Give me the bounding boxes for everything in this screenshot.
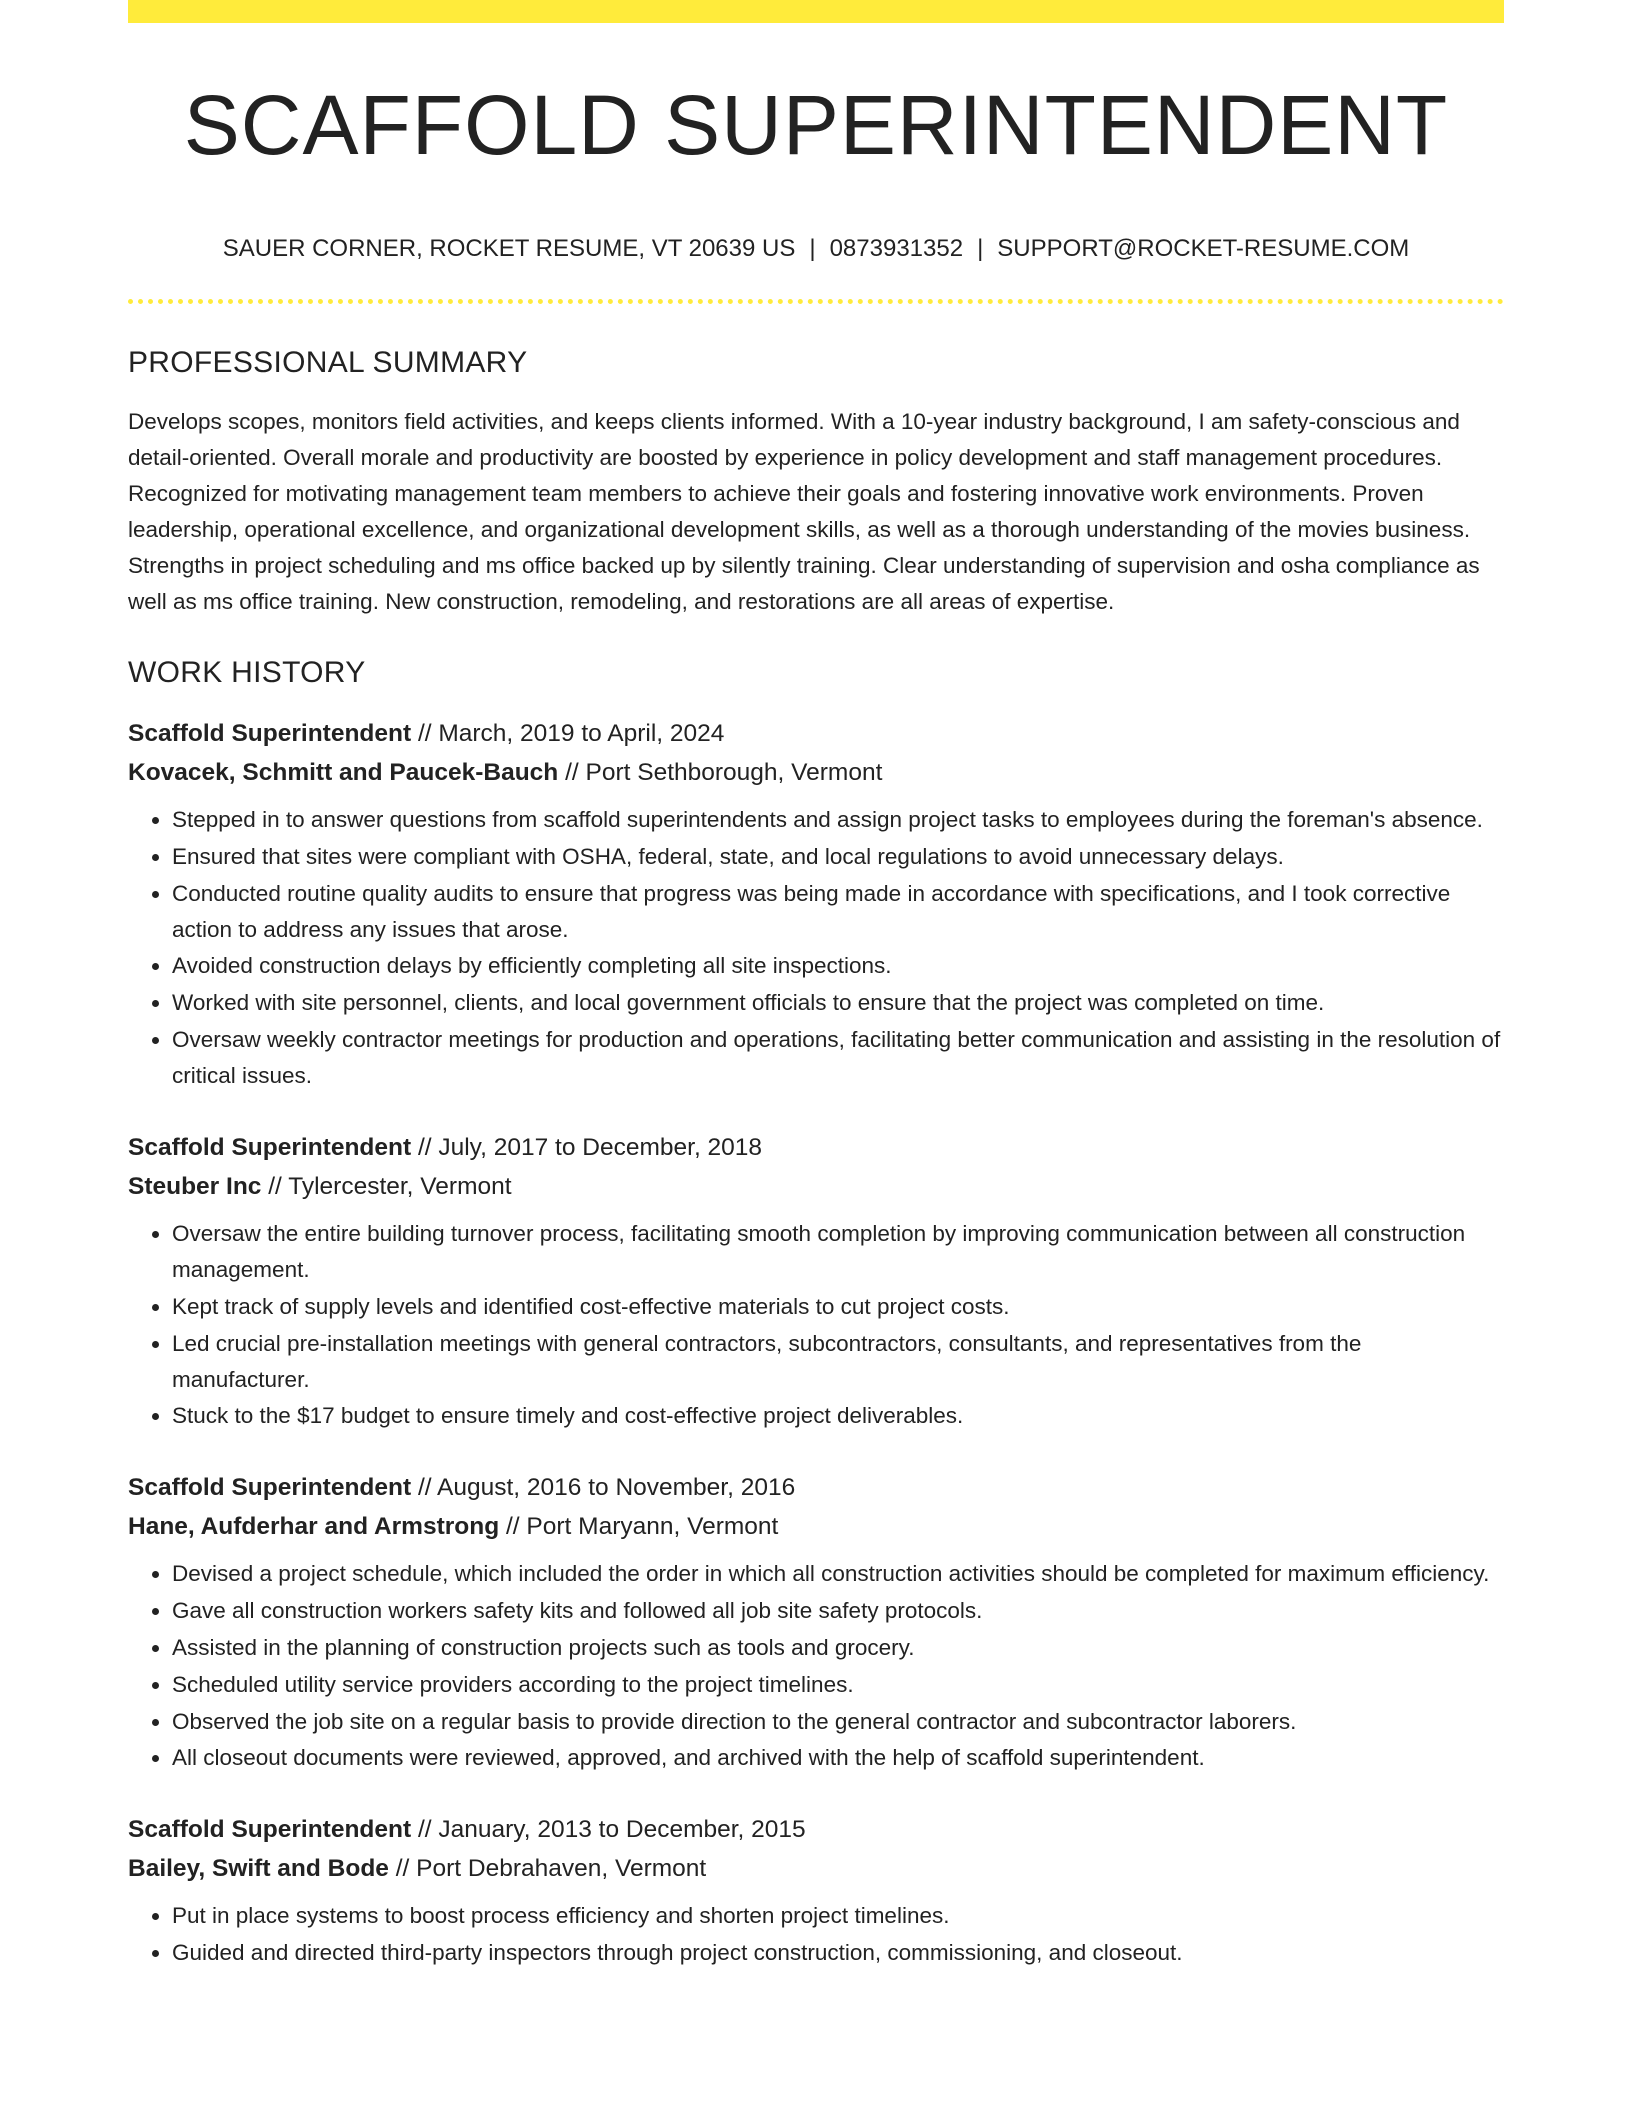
contact-address: SAUER CORNER, ROCKET RESUME, VT 20639 US [222,235,796,262]
job-bullet: • Guided and directed third-party inspectors through project construction, commissioning, and closeout. [172,1935,1504,1971]
job-company-line [128,753,1504,792]
job-location: // Port Maryann, Vermont [499,1513,779,1541]
job-bullet: • Put in place systems to boost process efficiency and shorten project timelines. [172,1898,1504,1934]
job-bullet: • Devised a project schedule, which included the order in which all construction activities should be completed for maximum efficiency. [172,1556,1504,1592]
job-entry [128,1810,1504,1971]
job-entry [128,1128,1504,1434]
resume-page [128,0,1504,2005]
job-bullet: • Conducted routine quality audits to ensure that progress was being made in accordance with specifications, and I took corrective action to address any issues that arose. [172,876,1504,948]
dotted-divider [128,299,1504,304]
job-company: Bailey, Swift and Bode [128,1855,389,1883]
job-title-line [128,714,1504,753]
job-dates: // January, 2013 to December, 2015 [411,1816,806,1844]
job-bullet: • All closeout documents were reviewed, approved, and archived with the help of scaffold superintendent. [172,1740,1504,1776]
job-bullet: • Observed the job site on a regular basis to provide direction to the general contractor and subcontractor laborers. [172,1704,1504,1740]
job-company: Steuber Inc [128,1172,262,1200]
job-bullet: • Assisted in the planning of construction projects such as tools and grocery. [172,1630,1504,1666]
job-bullets [128,1556,1504,1776]
job-role: Scaffold Superintendent [128,720,412,747]
contact-separator: | [809,235,816,262]
job-bullets [128,802,1504,1094]
job-bullets [128,1898,1504,1971]
job-company-line [128,1849,1504,1888]
job-bullet: • Worked with site personnel, clients, and local government officials to ensure that the project was completed on time. [172,985,1504,1021]
job-company: Hane, Aufderhar and Armstrong [128,1513,500,1541]
contact-separator: | [977,235,984,262]
job-bullet: • Gave all construction workers safety kits and followed all job site safety protocols. [172,1593,1504,1629]
job-dates: // March, 2019 to April, 2024 [411,720,725,747]
job-company-line [128,1167,1504,1206]
job-bullet: • Avoided construction delays by efficiently completing all site inspections. [172,948,1504,984]
contact-line [128,237,1504,261]
job-company-line [128,1507,1504,1546]
job-title-line [128,1128,1504,1167]
job-bullet: • Ensured that sites were compliant with OSHA, federal, state, and local regulations to avoid unnecessary delays. [172,839,1504,875]
summary-heading: PROFESSIONAL SUMMARY [128,346,528,379]
job-company: Kovacek, Schmitt and Paucek-Bauch [128,759,559,786]
job-bullet: • Stuck to the $17 budget to ensure timely and cost-effective project deliverables. [172,1398,1504,1434]
job-bullet: • Scheduled utility service providers according to the project timelines. [172,1667,1504,1703]
contact-phone: 0873931352 [829,235,964,262]
job-bullet: • Kept track of supply levels and identified cost-effective materials to cut project costs. [172,1289,1504,1325]
job-bullet: • Led crucial pre-installation meetings with general contractors, subcontractors, consultants, and representatives from the manufacturer. [172,1326,1504,1398]
work-history-list [128,714,1504,1971]
summary-text: Develops scopes, monitors field activities, and keeps clients informed. With a 10-year industry background, I am safety-conscious and detail-oriented. Overall morale and productivity are boosted by experience in policy development and staff management procedures. Recognized for motivating management team members to achieve their goals and fostering innovative work environments. Proven leadership, operational excellence, and organizational development skills, as well as a thorough understanding of the movies business. Strengths in project scheduling and ms office backed up by silently training. Clear understanding of supervision and osha compliance as well as ms office training. New construction, remodeling, and restorations are all areas of expertise. [128,409,1480,614]
job-role: Scaffold Superintendent [128,1816,412,1844]
job-title-line [128,1810,1504,1849]
job-role: Scaffold Superintendent [128,1133,412,1161]
job-location: // Tylercester, Vermont [261,1172,512,1200]
job-bullet: • Oversaw the entire building turnover process, facilitating smooth completion by improving communication between all construction management. [172,1216,1504,1288]
job-entry [128,1468,1504,1776]
page-title: SCAFFOLD SUPERINTENDENT [183,78,1449,172]
job-title-line [128,1468,1504,1507]
contact-email: SUPPORT@ROCKET-RESUME.COM [997,235,1410,262]
job-location: // Port Debrahaven, Vermont [388,1855,707,1883]
job-bullets [128,1216,1504,1434]
job-bullet: • Stepped in to answer questions from scaffold superintendents and assign project tasks to employees during the foreman's absence. [172,802,1504,838]
job-entry [128,714,1504,1094]
top-accent-bar [128,0,1504,23]
work-history-heading: WORK HISTORY [128,656,366,689]
job-role: Scaffold Superintendent [128,1474,412,1502]
job-location: // Port Sethborough, Vermont [558,759,883,786]
job-bullet: • Oversaw weekly contractor meetings for production and operations, facilitating better communication and assisting in the resolution of critical issues. [172,1022,1504,1094]
job-dates: // July, 2017 to December, 2018 [411,1133,763,1161]
job-dates: // August, 2016 to November, 2016 [411,1474,796,1502]
